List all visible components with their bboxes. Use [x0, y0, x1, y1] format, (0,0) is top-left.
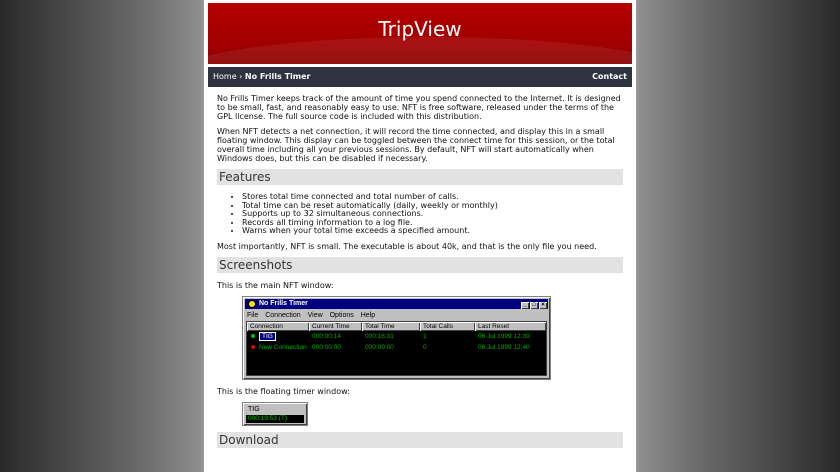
breadcrumb-separator: ›: [239, 72, 243, 81]
total-calls-cell: 1: [423, 332, 427, 340]
nft-main-window-screenshot: [242, 296, 551, 380]
column-current-time: Current Time: [309, 322, 362, 331]
maximize-icon: □: [530, 302, 538, 309]
total-time-cell: 000:16:31: [365, 332, 394, 340]
menu-help: Help: [360, 311, 376, 319]
menu-file: File: [247, 311, 259, 319]
menu-options: Options: [329, 311, 354, 319]
download-heading: Download: [217, 432, 623, 448]
connection-cell: TIG: [251, 332, 276, 342]
window-menubar: [247, 311, 380, 319]
column-total-calls: Total Calls: [420, 322, 475, 331]
menu-view: View: [307, 311, 323, 319]
list-item: • Total time can be reset automatically (daily, weekly or monthly): [242, 202, 623, 211]
list-item: • Supports up to 32 simultaneous connections.: [242, 210, 623, 219]
status-dot-icon: [251, 345, 255, 349]
column-connection: Connection: [247, 322, 309, 331]
intro-paragraph-2: When NFT detects a net connection, it will record the time connected, and display this in a small floating window. This display can be toggled between the connect time for this session, or the total overall time including all your previous sessions. By default, NFT will start automatically when Windows does, but this can be disabled if necessary.: [217, 127, 615, 163]
total-calls-cell: 0: [423, 343, 427, 351]
window-title: No Frills Timer: [259, 299, 308, 307]
main-window-caption: This is the main NFT window:: [217, 280, 334, 290]
last-reset-cell: 06 Jul 1999 12:40: [478, 343, 530, 351]
app-icon: [248, 300, 256, 308]
timer-connection-name: TIG: [248, 405, 260, 413]
floating-window-caption: This is the floating timer window:: [217, 386, 350, 396]
column-total-time: Total Time: [362, 322, 420, 331]
list-item: • Records all timing information to a log file.: [242, 219, 623, 228]
close-icon: ×: [539, 302, 547, 309]
floating-timer-screenshot: [242, 402, 308, 426]
table-row: [247, 343, 546, 353]
screenshots-heading: Screenshots: [217, 257, 623, 273]
intro-paragraph-1: No Frills Timer keeps track of the amount of time you spend connected to the Internet. It is designed to be small, fast, and reasonably easy to use. NFT is free software, released under the terms of the GPL license. The full source code is included with this distribution.: [217, 94, 621, 121]
contact-link[interactable]: Contact: [592, 72, 627, 81]
table-header: [247, 322, 546, 331]
features-note: Most importantly, NFT is small. The executable is about 40k, and that is the only file you need.: [217, 241, 597, 251]
status-dot-icon: [251, 334, 255, 338]
list-item: • Warns when your total time exceeds a specified amount.: [242, 227, 623, 236]
breadcrumb-current: No Frills Timer: [244, 72, 311, 81]
total-time-cell: 000:00:00: [365, 343, 394, 351]
window-titlebar: [245, 299, 548, 309]
window-controls: [520, 300, 547, 310]
main-content: [217, 94, 623, 456]
breadcrumb: [213, 72, 310, 81]
features-list: [217, 193, 623, 236]
last-reset-cell: 06 Jul 1999 12:39: [478, 332, 530, 340]
site-title: TripView: [378, 17, 462, 41]
connections-table: [246, 321, 547, 376]
navbar: [208, 67, 632, 87]
breadcrumb-home-link[interactable]: Home: [213, 72, 237, 81]
site-banner: [208, 3, 632, 64]
timer-value: 000:19:53 (T): [246, 415, 304, 423]
page: [204, 0, 636, 472]
list-item: • Stores total time connected and total number of calls.: [242, 193, 623, 202]
connection-cell: New Connection: [251, 343, 307, 353]
column-last-reset: Last Reset: [475, 322, 546, 331]
table-row: [247, 332, 546, 342]
minimize-icon: _: [521, 302, 529, 309]
current-time-cell: 000:00:00: [312, 343, 341, 351]
menu-connection: Connection: [265, 311, 301, 319]
current-time-cell: 000:00:14: [312, 332, 341, 340]
features-heading: Features: [217, 169, 623, 185]
